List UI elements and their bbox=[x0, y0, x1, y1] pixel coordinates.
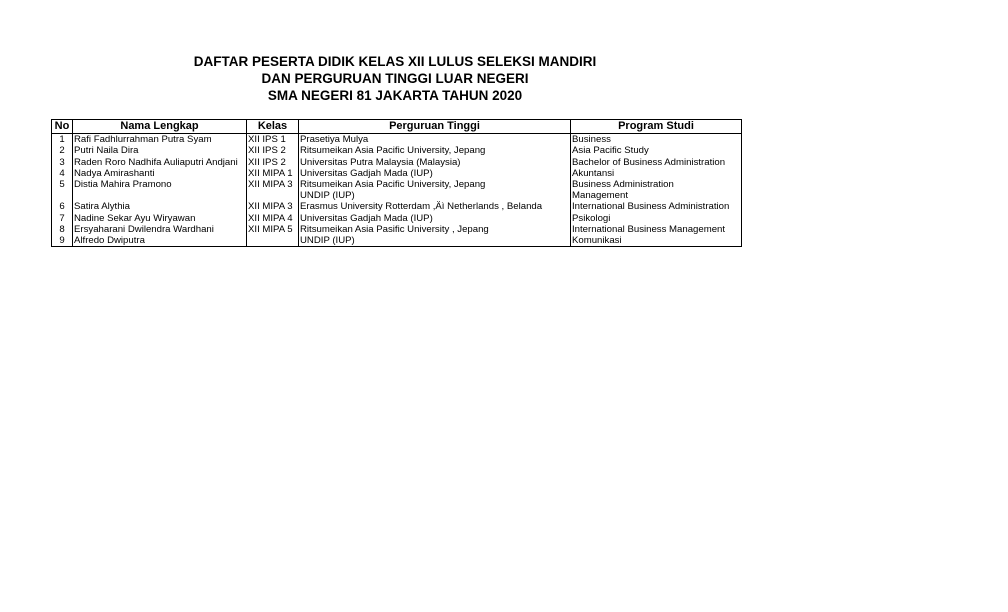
cell-nama-lengkap: Alfredo Dwiputra bbox=[73, 235, 247, 247]
cell-nama-lengkap: Ersyaharani Dwilendra Wardhani bbox=[73, 224, 247, 235]
cell-kelas: XII IPS 2 bbox=[247, 156, 299, 167]
table-row bbox=[52, 212, 742, 223]
header-perguruan-tinggi: Perguruan Tinggi bbox=[299, 120, 571, 134]
cell-perguruan-tinggi: Universitas Putra Malaysia (Malaysia) bbox=[299, 156, 571, 167]
header-program-studi: Program Studi bbox=[571, 120, 742, 134]
table-body bbox=[52, 134, 742, 247]
table-header-row bbox=[52, 120, 742, 134]
cell-nama-lengkap: Distia Mahira Pramono bbox=[73, 179, 247, 190]
cell-kelas: XII MIPA 3 bbox=[247, 201, 299, 212]
table-row bbox=[52, 134, 742, 146]
cell-nama-lengkap: Nadine Sekar Ayu Wiryawan bbox=[73, 212, 247, 223]
cell-no: 5 bbox=[52, 179, 73, 190]
cell-nama-lengkap: Rafi Fadhlurrahman Putra Syam bbox=[73, 134, 247, 146]
header-kelas: Kelas bbox=[247, 120, 299, 134]
cell-kelas: XII MIPA 5 bbox=[247, 224, 299, 235]
table-row bbox=[52, 179, 742, 190]
table-row bbox=[52, 224, 742, 235]
title-line-3: SMA NEGERI 81 JAKARTA TAHUN 2020 bbox=[267, 88, 523, 103]
header-nama-lengkap: Nama Lengkap bbox=[73, 120, 247, 134]
cell-kelas: XII IPS 2 bbox=[247, 145, 299, 156]
cell-perguruan-tinggi: Universitas Gadjah Mada (IUP) bbox=[299, 212, 571, 223]
cell-no: 4 bbox=[52, 168, 73, 179]
cell-perguruan-tinggi: Erasmus University Rotterdam ,Äì Netherlands , Belanda bbox=[299, 201, 571, 212]
table-row bbox=[52, 235, 742, 247]
title-line-2: DAN PERGURUAN TINGGI LUAR NEGERI bbox=[261, 71, 529, 86]
cell-program-studi: Psikologi bbox=[571, 212, 742, 223]
cell-nama-lengkap: Nadya Amirashanti bbox=[73, 168, 247, 179]
cell-no: 3 bbox=[52, 156, 73, 167]
cell-no: 8 bbox=[52, 224, 73, 235]
cell-nama-lengkap: Raden Roro Nadhifa Auliaputri Andjani bbox=[73, 156, 247, 167]
cell-no: 7 bbox=[52, 212, 73, 223]
cell-perguruan-tinggi: UNDIP (IUP) bbox=[299, 235, 571, 247]
cell-nama-lengkap: Putri Naila Dira bbox=[73, 145, 247, 156]
cell-perguruan-tinggi: Ritsumeikan Asia Pacific University, Jepang bbox=[299, 179, 571, 190]
cell-perguruan-tinggi: Ritsumeikan Asia Pasific University , Jepang bbox=[299, 224, 571, 235]
cell-program-studi: Komunikasi bbox=[571, 235, 742, 247]
cell-program-studi: Business Administration bbox=[571, 179, 742, 190]
cell-program-studi: International Business Management bbox=[571, 224, 742, 235]
header-no: No bbox=[52, 120, 73, 134]
cell-no: 9 bbox=[52, 235, 73, 247]
cell-perguruan-tinggi: Ritsumeikan Asia Pacific University, Jepang bbox=[299, 145, 571, 156]
cell-no: 1 bbox=[52, 134, 73, 146]
cell-perguruan-tinggi: UNDIP (IUP) bbox=[299, 190, 571, 201]
document-title bbox=[0, 53, 790, 104]
cell-kelas bbox=[247, 190, 299, 201]
cell-kelas: XII IPS 1 bbox=[247, 134, 299, 146]
cell-no bbox=[52, 190, 73, 201]
cell-program-studi: Business bbox=[571, 134, 742, 146]
cell-program-studi: Bachelor of Business Administration bbox=[571, 156, 742, 167]
cell-kelas: XII MIPA 4 bbox=[247, 212, 299, 223]
table-row bbox=[52, 201, 742, 212]
table-row bbox=[52, 156, 742, 167]
cell-kelas: XII MIPA 3 bbox=[247, 179, 299, 190]
cell-no: 2 bbox=[52, 145, 73, 156]
cell-nama-lengkap bbox=[73, 190, 247, 201]
table-row bbox=[52, 145, 742, 156]
cell-nama-lengkap: Satira Alythia bbox=[73, 201, 247, 212]
cell-no: 6 bbox=[52, 201, 73, 212]
table-row bbox=[52, 190, 742, 201]
cell-kelas: XII MIPA 1 bbox=[247, 168, 299, 179]
cell-kelas bbox=[247, 235, 299, 247]
title-line-1: DAFTAR PESERTA DIDIK KELAS XII LULUS SELEKSI MANDIRI bbox=[193, 54, 597, 69]
cell-program-studi: International Business Administration bbox=[571, 201, 742, 212]
cell-program-studi: Asia Pacific Study bbox=[571, 145, 742, 156]
cell-program-studi: Management bbox=[571, 190, 742, 201]
cell-perguruan-tinggi: Prasetiya Mulya bbox=[299, 134, 571, 146]
cell-program-studi: Akuntansi bbox=[571, 168, 742, 179]
participants-table bbox=[51, 119, 742, 247]
cell-perguruan-tinggi: Universitas Gadjah Mada (IUP) bbox=[299, 168, 571, 179]
table-row bbox=[52, 168, 742, 179]
